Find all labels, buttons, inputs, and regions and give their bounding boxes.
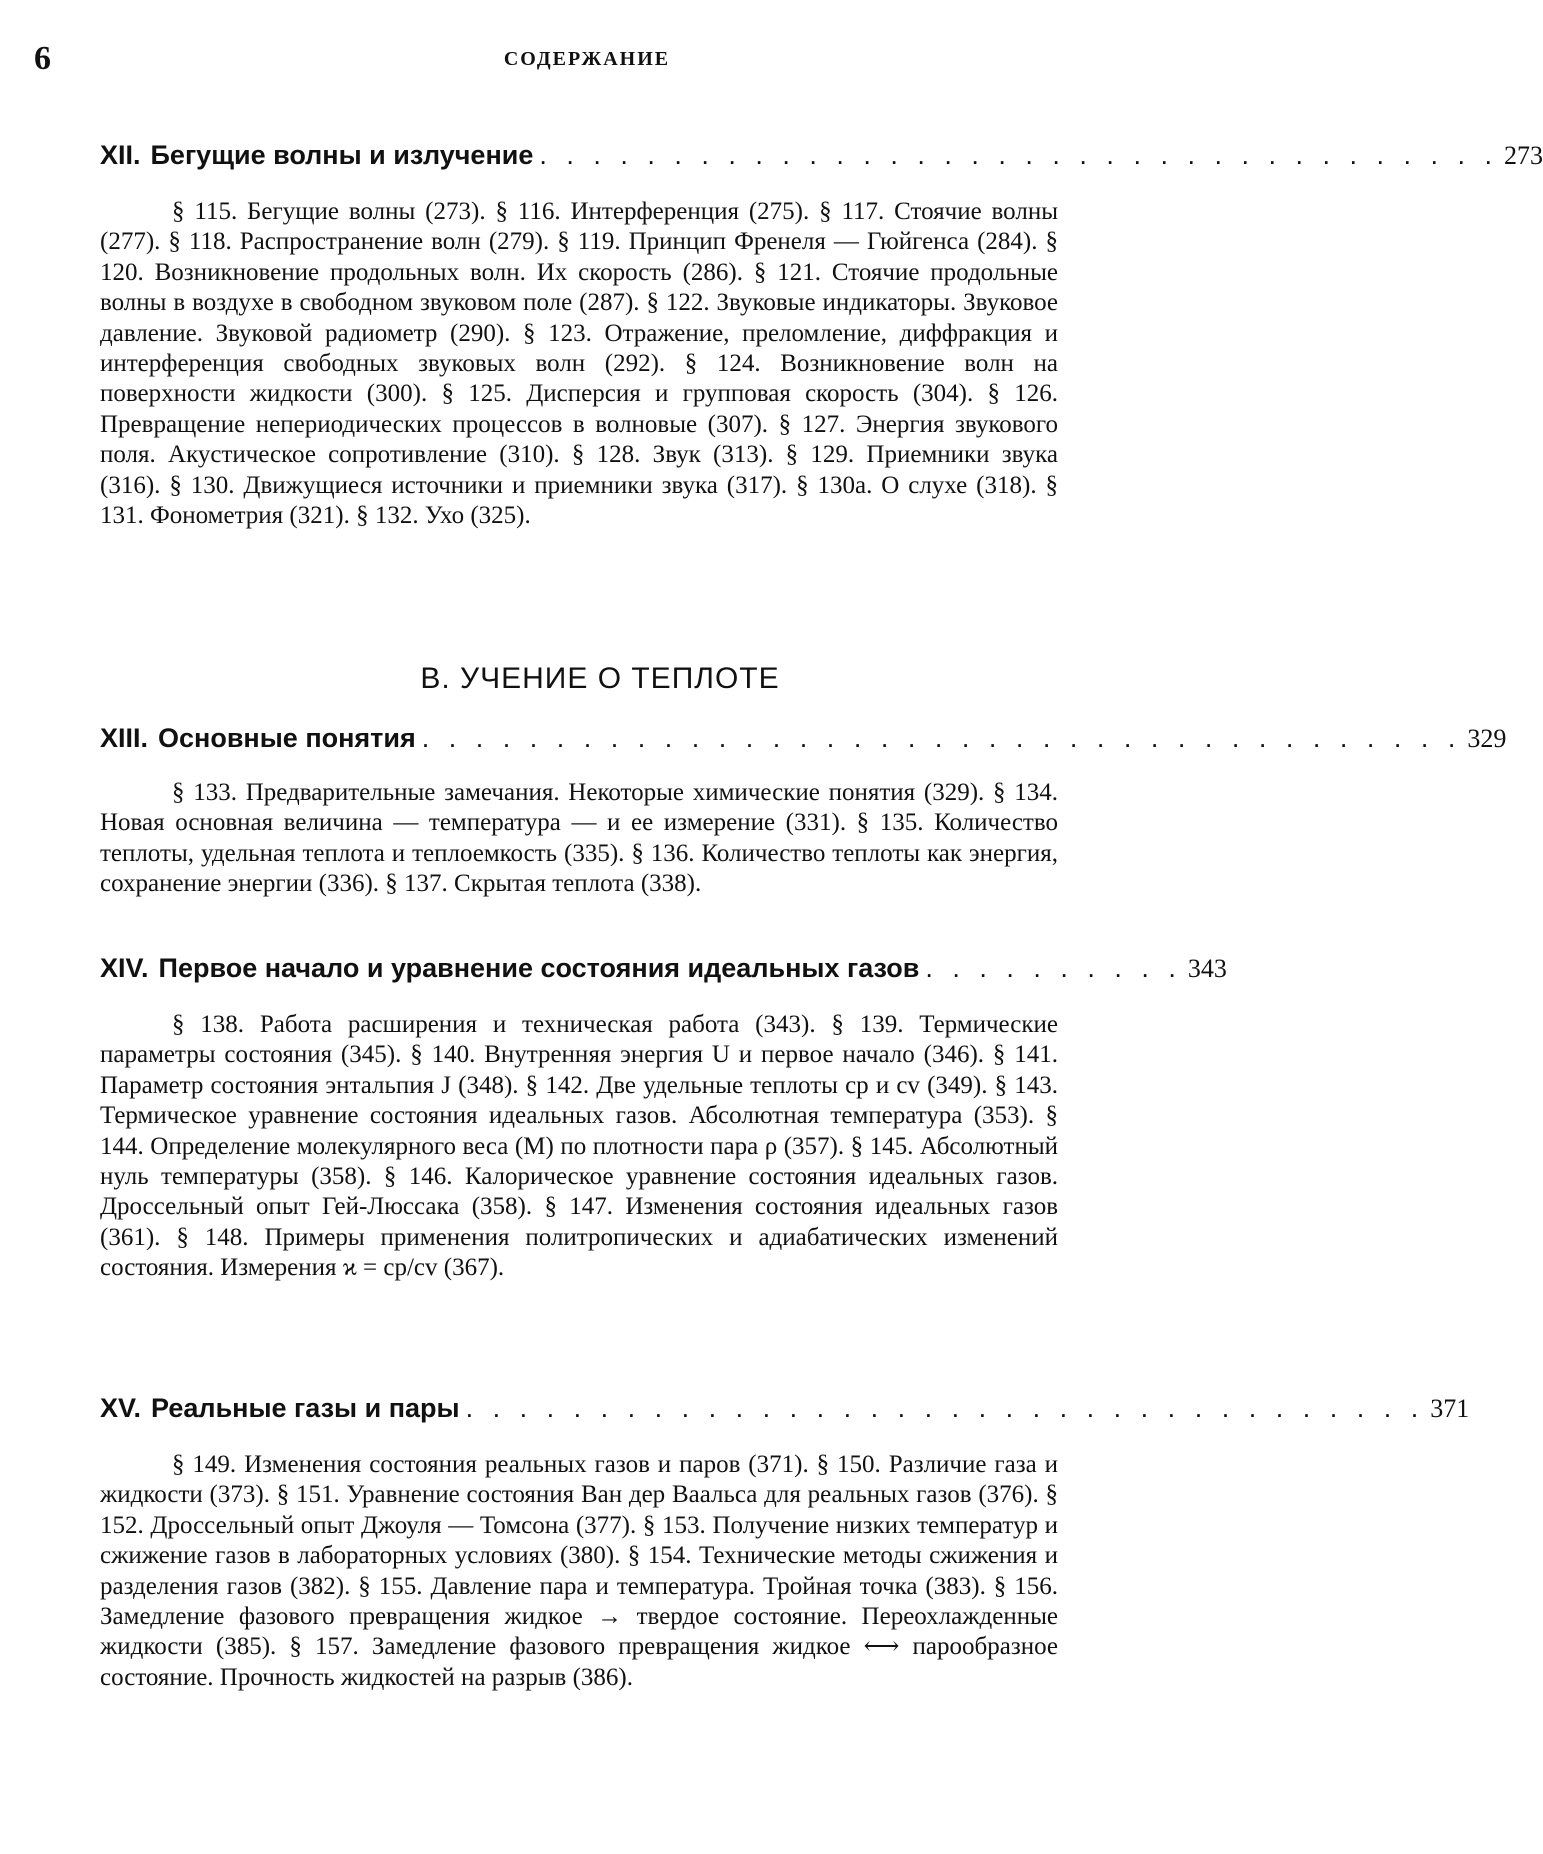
- chapter-page: 273: [1503, 141, 1543, 170]
- page-header: [34, 40, 1140, 80]
- chapter-entries: § 133. Предварительные замечания. Некоторые химические понятия (329). § 134. Новая основная величина — температура — и ее измерение (331). § 135. Количество теплоты, удельная теплота и теплоемкость (335). § 136. Количество теплоты как энергия, сохранение энергии (336). § 137. Скрытая теплота (338).: [100, 779, 1058, 898]
- leader-dots: . . . . . . . . . . . . . . . . . . . . . . . . . . . . . . . . . . . .: [539, 140, 1498, 170]
- chapter-heading: [100, 723, 1507, 757]
- chapter-title: Основные понятия: [158, 723, 416, 753]
- chapter-number: XII.: [100, 140, 141, 170]
- chapter-entries: § 138. Работа расширения и техническая работа (343). § 139. Термические параметры состояния (345). § 140. Внутренняя энергия U и первое начало (346). § 141. Параметр состояния энтальпия J (348). § 142. Две удельные теплоты cp и cv (349). § 143. Термическое уравнение состояния идеальных газов. Абсолютная температура (353). § 144. Определение молекулярного веса (M) по плотности пара ρ (357). § 145. Абсолютный нуль температуры (358). § 146. Калорическое уравнение состояния идеальных газов. Дроссельный опыт Гей-Люссака (358). § 147. Изменения состояния идеальных газов (361). § 148. Примеры применения политропических и адиабатических изменений состояния. Измерения ϰ = cp/cv (367).: [100, 1011, 1058, 1282]
- page-number: 6: [34, 40, 51, 77]
- chapter-page: 343: [1187, 954, 1227, 983]
- chapter-number: XV.: [100, 1393, 142, 1423]
- chapter-title: Бегущие волны и излучение: [150, 140, 534, 170]
- chapter-page: 329: [1467, 724, 1507, 753]
- chapter-number: XIV.: [100, 953, 149, 983]
- chapter-title: Реальные газы и пары: [151, 1393, 460, 1423]
- chapter-page: 371: [1430, 1394, 1470, 1423]
- running-head: СОДЕРЖАНИЕ: [503, 48, 671, 70]
- chapter-number: XIII.: [100, 723, 149, 753]
- chapter-entries: § 149. Изменения состояния реальных газов и паров (371). § 150. Различие газа и жидкости (373). § 151. Уравнение состояния Ван дер Ваальса для реальных газов (376). § 152. Дроссельный опыт Джоуля — Томсона (377). § 153. Получение низких температур и сжижение газов в лабораторных условиях (380). § 154. Технические методы сжижения и разделения газов (382). § 155. Давление пара и температура. Тройная точка (383). § 156. Замедление фазового превращения жидкое → твердое состояние. Переохлажденные жидкости (385). § 157. Замедление фазового превращения жидкое ⟷ парообразное состояние. Прочность жидкостей на разрыв (386).: [100, 1451, 1058, 1691]
- chapter-heading: [100, 953, 1227, 987]
- chapter-heading: [100, 140, 1543, 174]
- chapter-entries: § 115. Бегущие волны (273). § 116. Интерференция (275). § 117. Стоячие волны (277). § 118. Распространение волн (279). § 119. Принцип Френеля — Гюйгенса (284). § 120. Возникновение продольных волн. Их скорость (286). § 121. Стоячие продольные волны в воздухе в свободном звуковом поле (287). § 122. Звуковые индикаторы. Звуковое давление. Звуковой радиометр (290). § 123. Отражение, преломление, диффракция и интерференция свободных звуковых волн (292). § 124. Возникновение волн на поверхности жидкости (300). § 125. Дисперсия и групповая скорость (304). § 126. Превращение непериодических процессов в волновые (307). § 127. Энергия звукового поля. Акустическое сопротивление (310). § 128. Звук (313). § 129. Приемники звука (316). § 130. Движущиеся источники и приемники звука (317). § 130а. О слухе (318). § 131. Фонометрия (321). § 132. Ухо (325).: [100, 198, 1058, 530]
- leader-dots: . . . . . . . . . . . . . . . . . . . . . . . . . . . . . . . . . . . . . . .: [421, 723, 1462, 753]
- part-title: В. УЧЕНИЕ О ТЕПЛОТЕ: [420, 662, 780, 695]
- chapter-heading: [100, 1393, 1470, 1427]
- leader-dots: . . . . . . . . . . . . . . . . . . . . . . . . . . . . . . . . . . . .: [465, 1393, 1425, 1423]
- leader-dots: . . . . . . . . . .: [925, 953, 1182, 983]
- chapter-title: Первое начало и уравнение состояния идеальных газов: [158, 953, 920, 983]
